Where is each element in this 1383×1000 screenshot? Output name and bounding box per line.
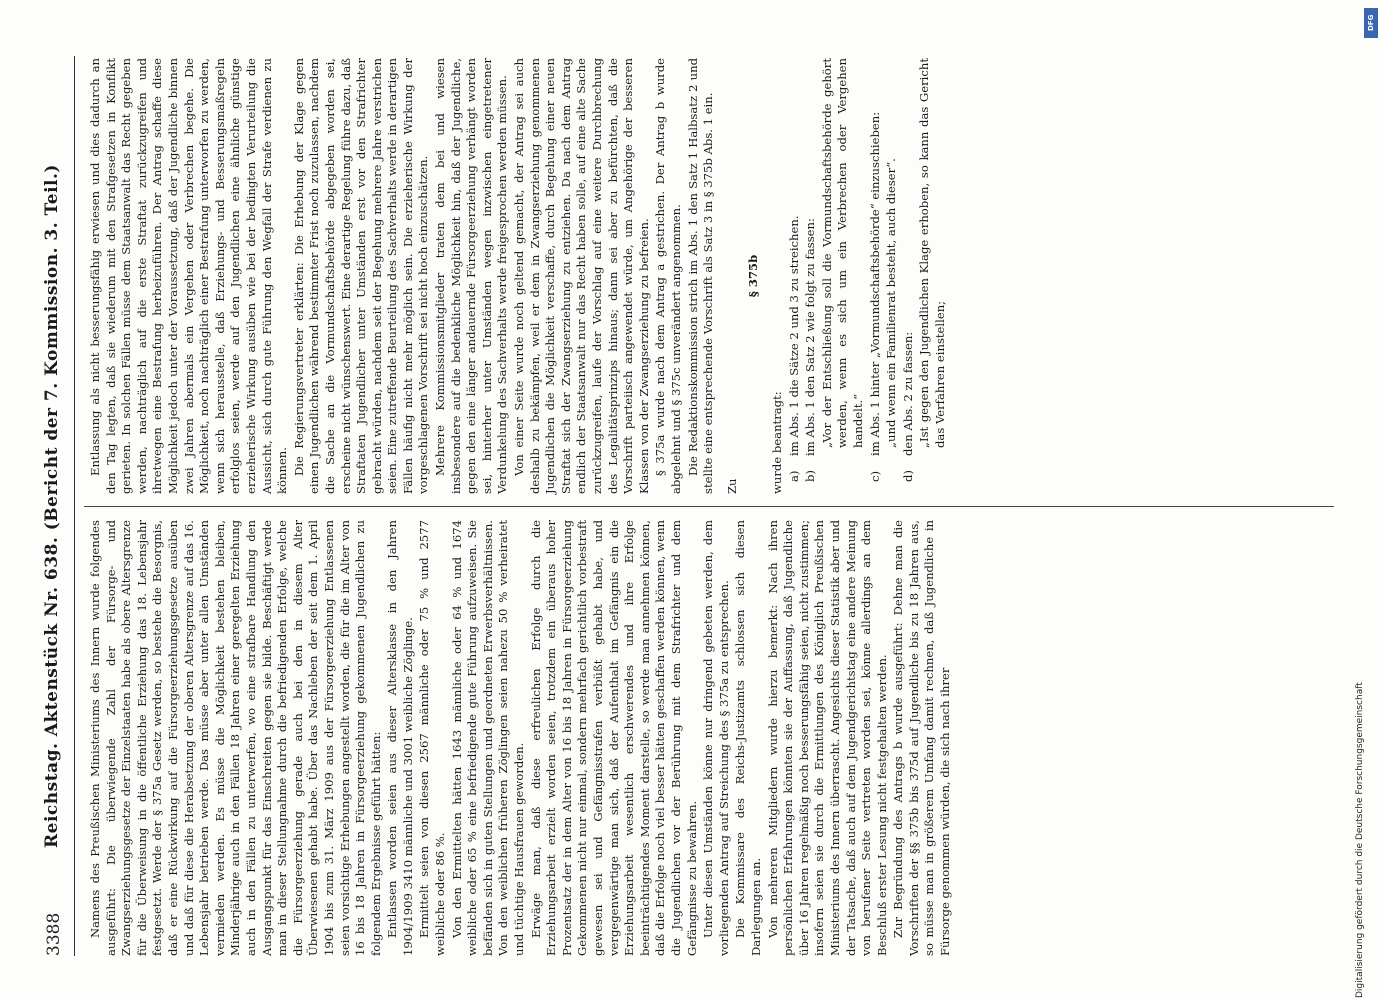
dfg-logo: DFG	[1364, 8, 1378, 38]
paragraph: Entlassung als nicht besserungsfähig erwiesen und dies dadurch an den Tag legten, daß sie wiederum mit den Strafgesetzen in Konflikt gerieten. In solchen Fällen müsse dem Staatsanwalt das Recht gegeben werden, nachträglich auf die erste Straftat zurückzugreifen und ihretwegen eine Bestrafung herbeizuführen. Der Antrag schaffe diese Möglichkeit jedoch unter der Voraussetzung, daß der Jugendliche binnen zwei Jahren abermals ein Vergehen oder Verbrechen begehe. Die Möglichkeit, noch nachträglich einer Bestrafung unterworfen zu werden, wenn sich herausstelle, daß Erziehungs- und Besserungsmaßregeln erfolglos seien, werde auf den Jugendlichen eine ähnliche günstige erzieherische Wirkung ausüben wie bei der bedingten Verurteilung die Aussicht, sich durch gute Führung den Wegfall der Strafe verdienen zu können.	[88, 58, 290, 494]
rotated-page-content	[40, 56, 1350, 956]
paragraph: § 375a wurde nach dem Antrag a gestrichen. Der Antrag b wurde abgelehnt und § 375c unverändert angenommen.	[653, 58, 683, 494]
paragraph: Mehrere Kommissionsmitglieder traten dem bei und wiesen insbesondere auf die bedenkliche Möglichkeit hin, daß der Jugendliche, gegen den eine länger andauernde Fürsorgeerziehung verhängt worden sei, hinterher unter Umständen wegen inzwischen eingetretener Verdunkelung des Sachverhalts werde freigesprochen werden müssen.	[433, 58, 510, 494]
proposal-intro: wurde beantragt:	[769, 391, 784, 494]
proposal-quote: „und wenn ein Familienrat besteht, auch dieser“.	[884, 158, 899, 448]
paragraph: Von mehreren Mitgliedern wurde hierzu bemerkt: Nach ihren persönlichen Erfahrungen könnten sie der Auffassung, daß Jugendliche über 16 Jahren regelmäßig noch besserungsfähig seien, nicht zustimmen; insofern seien sie durch die Ermittlungen des Königlich Preußischen Ministeriums des Innern überrascht. Angesichts dieser Statistik aber und der Tatsache, daß auch auf dem Jugendgerichtstag eine andere Meinung von berufener Seite vertreten worden sei, könne allerdings an dem Beschluß erster Lesung nicht festgehalten werden.	[765, 520, 889, 956]
item-label: a)	[786, 470, 801, 482]
paragraph: Namens des Preußischen Ministeriums des Innern wurde folgendes ausgeführt: Die überwiegende Zahl der Fürsorge- und Zwangserziehungsgesetze der Einzelstaaten habe als obere Altersgrenze für die Überweisung in die öffentliche Erziehung das 18. Lebensjahr festgesetzt. Werde der § 375a Gesetz werden, so bestehe die Besorgnis, daß er eine Rückwirkung auf die Fürsorgeerziehungsgesetze ausüben und daß für diese die Herabsetzung der oberen Altersgrenze auf das 16. Lebensjahr betrieben werde. Das müsse aber unter allen Umständen vermieden werden. Es müsse die Möglichkeit bestehen bleiben, Minderjährige auch in den Fällen 18 Jahren einer geregelten Erziehung auch in den Fällen zu unterwerfen, wo eine strafbare Handlung den Ausgangspunkt für das Einschreiten gegen sie bilde. Beschäftigt werde man in dieser Stellungnahme durch die befriedigenden Erfolge, welche die Fürsorgeerziehung gerade auch bei den in diesem Alter Überwiesenen gehabt habe. Über das Nachleben der seit dem 1. April 1904 bis zum 31. März 1909 aus der Fürsorgeerziehung Entlassenen seien vorsichtige Erhebungen angestellt worden, die für die im Alter von 16 bis 18 Jahren in Fürsorgeerziehung gekommenen Jugendlichen zu folgendem Ergebnisse geführt hätten:	[88, 520, 383, 956]
paragraph: Erwäge man, daß diese erfreulichen Erfolge durch die Erziehungsarbeit erzielt worden seien, trotzdem ein überaus hoher Prozentsatz der in dem Alter von 16 bis 18 Jahren in Fürsorgeerziehung Gekommenen nicht nur einmal, sondern mehrfach gerichtlich vorbestraft gewesen sei und Gefängnisstrafen verbüßt gehabt habe, und vergegenwärtige man sich, daß der Aufenthalt im Gefängnis ein die Erziehungsarbeit wesentlich erschwerendes und ihre Erfolge beeinträchtigendes Moment darstelle, so werde man annehmen können, daß die Erfolge noch viel besser hätten geschaffen werden können, wenn die Jugendlichen vor der Berührung mit dem Strafrichter und dem Gefängnisse zu bewahren.	[528, 520, 699, 956]
right-column	[88, 58, 949, 494]
paragraph: Zur Begründung des Antrags b wurde ausgeführt: Dehne man die Vorschriften der §§ 375b bis 375d auf Jugendliche bis zu 18 Jahren aus, so müsse man in größerem Umfang damit rechnen, daß Jugendliche in Fürsorge genommen würden, die sich nach ihrer	[891, 520, 953, 956]
item-label: b)	[803, 470, 818, 482]
proposal-item	[868, 58, 884, 494]
proposal-item	[901, 58, 917, 494]
item-text: den Abs. 2 zu fassen:	[900, 331, 915, 456]
zu-label: Zu	[724, 478, 739, 494]
paragraph: Entlassen worden seien aus dieser Altersklasse in den Jahren 1904/1909 3410 männliche und 3001 weibliche Zöglinge.	[385, 520, 415, 956]
item-text: im Abs. 1 die Sätze 2 und 3 zu streichen.	[786, 215, 801, 456]
page-title: Reichstag. Aktenstück Nr. 638. (Bericht der 7. Kommission. 3. Teil.)	[42, 164, 62, 848]
item-text: im Abs. 1 den Satz 2 wie folgt zu fassen:	[803, 218, 818, 456]
section-heading: § 375b	[746, 254, 761, 298]
paragraph: Unter diesen Umständen könne nur dringend gebeten werden, dem vorliegenden Antrag auf Streichung des § 375a zu entsprechen.	[701, 520, 731, 956]
item-label: d)	[900, 470, 915, 482]
item-label: c)	[867, 470, 882, 482]
left-column	[88, 520, 955, 956]
item-text: im Abs. 1 hinter „Vormundschaftsbehörde“ einzuschieben:	[867, 111, 882, 456]
paragraph: Die Regierungsvertreter erklärten: Die Erhebung der Klage gegen einen Jugendlichen während bestimmter Frist noch zuzulassen, nachdem die Sache an die Vormundschaftsbehörde abgegeben worden sei, erscheine nicht wünschenswert. Eine derartige Regelung führe dazu, daß Straftaten Jugendlicher unter Umständen erst vor den Strafrichter gebracht würden, nachdem seit der Begehung mehrere Jahre verstrichen seien. Eine zutreffende Beurteilung des Sachverhalts werde in derartigen Fällen häufig nicht mehr möglich sein. Die erzieherische Wirkung der vorgeschlagenen Vorschrift sei nicht hoch einzuschätzen.	[291, 58, 431, 494]
digitization-note: Digitalisierung gefördert durch die Deutsche Forschungsgemeinschaft	[1355, 682, 1365, 998]
paragraph: Die Redaktionskommission strich im Abs. 1 den Satz 1 Halbsatz 2 und stellte eine entsprechende Vorschrift als Satz 3 in § 375b Abs. 1 ein.	[685, 58, 716, 494]
proposal-quote: „Vor der Entschließung soll die Vormundschaftsbehörde gehört werden, wenn es sich um ein Verbrechen oder Vergehen handelt.“	[819, 58, 865, 448]
paragraph: Von den Ermittelten hätten 1643 männliche oder 64 % und 1674 weibliche oder 65 % eine befriedigende gute Führung aufzuweisen. Sie befänden sich in guten Stellungen und geordneten Erwerbsverhältnissen. Von den weiblichen früheren Zöglingen seien nahezu 50 % verheiratet und tüchtige Hausfrauen geworden.	[449, 520, 527, 956]
proposal-quote: „Ist gegen den Jugendlichen Klage erhoben, so kann das Gericht das Verfahren einstellen;	[917, 58, 947, 448]
page-header	[40, 56, 75, 956]
page-number: 3388	[44, 912, 64, 956]
column-divider	[84, 506, 1334, 507]
paragraph: Von einer Seite wurde noch geltend gemacht, der Antrag sei auch deshalb zu bekämpfen, weil er dem in Zwangserziehung genommenen Jugendlichen die Möglichkeit verschaffe, durch Begehung einer neuen Straftat sich der Zwangserziehung zu entziehen. Da nach dem Antrag endlich der Staatsanwalt nur das Recht haben solle, auf eine alte Sache zurückzugreifen, laufe der Vorschlag auf eine weitere Durchbrechung des Legalitätsprinzips hinaus; dann sei aber zu befürchten, daß die Vorschrift parteiisch angewendet würde, um Angehörige der besseren Klassen von der Zwangserziehung zu befreien.	[512, 58, 651, 494]
proposal-item	[803, 58, 819, 494]
paragraph: Ermittelt seien von diesen 2567 männliche oder 75 % und 2577 weibliche oder 86 %.	[417, 520, 448, 956]
proposal-item	[787, 58, 803, 494]
paragraph: Die Kommissare des Reichs-Justizamts schlossen sich diesen Darlegungen an.	[733, 520, 763, 956]
